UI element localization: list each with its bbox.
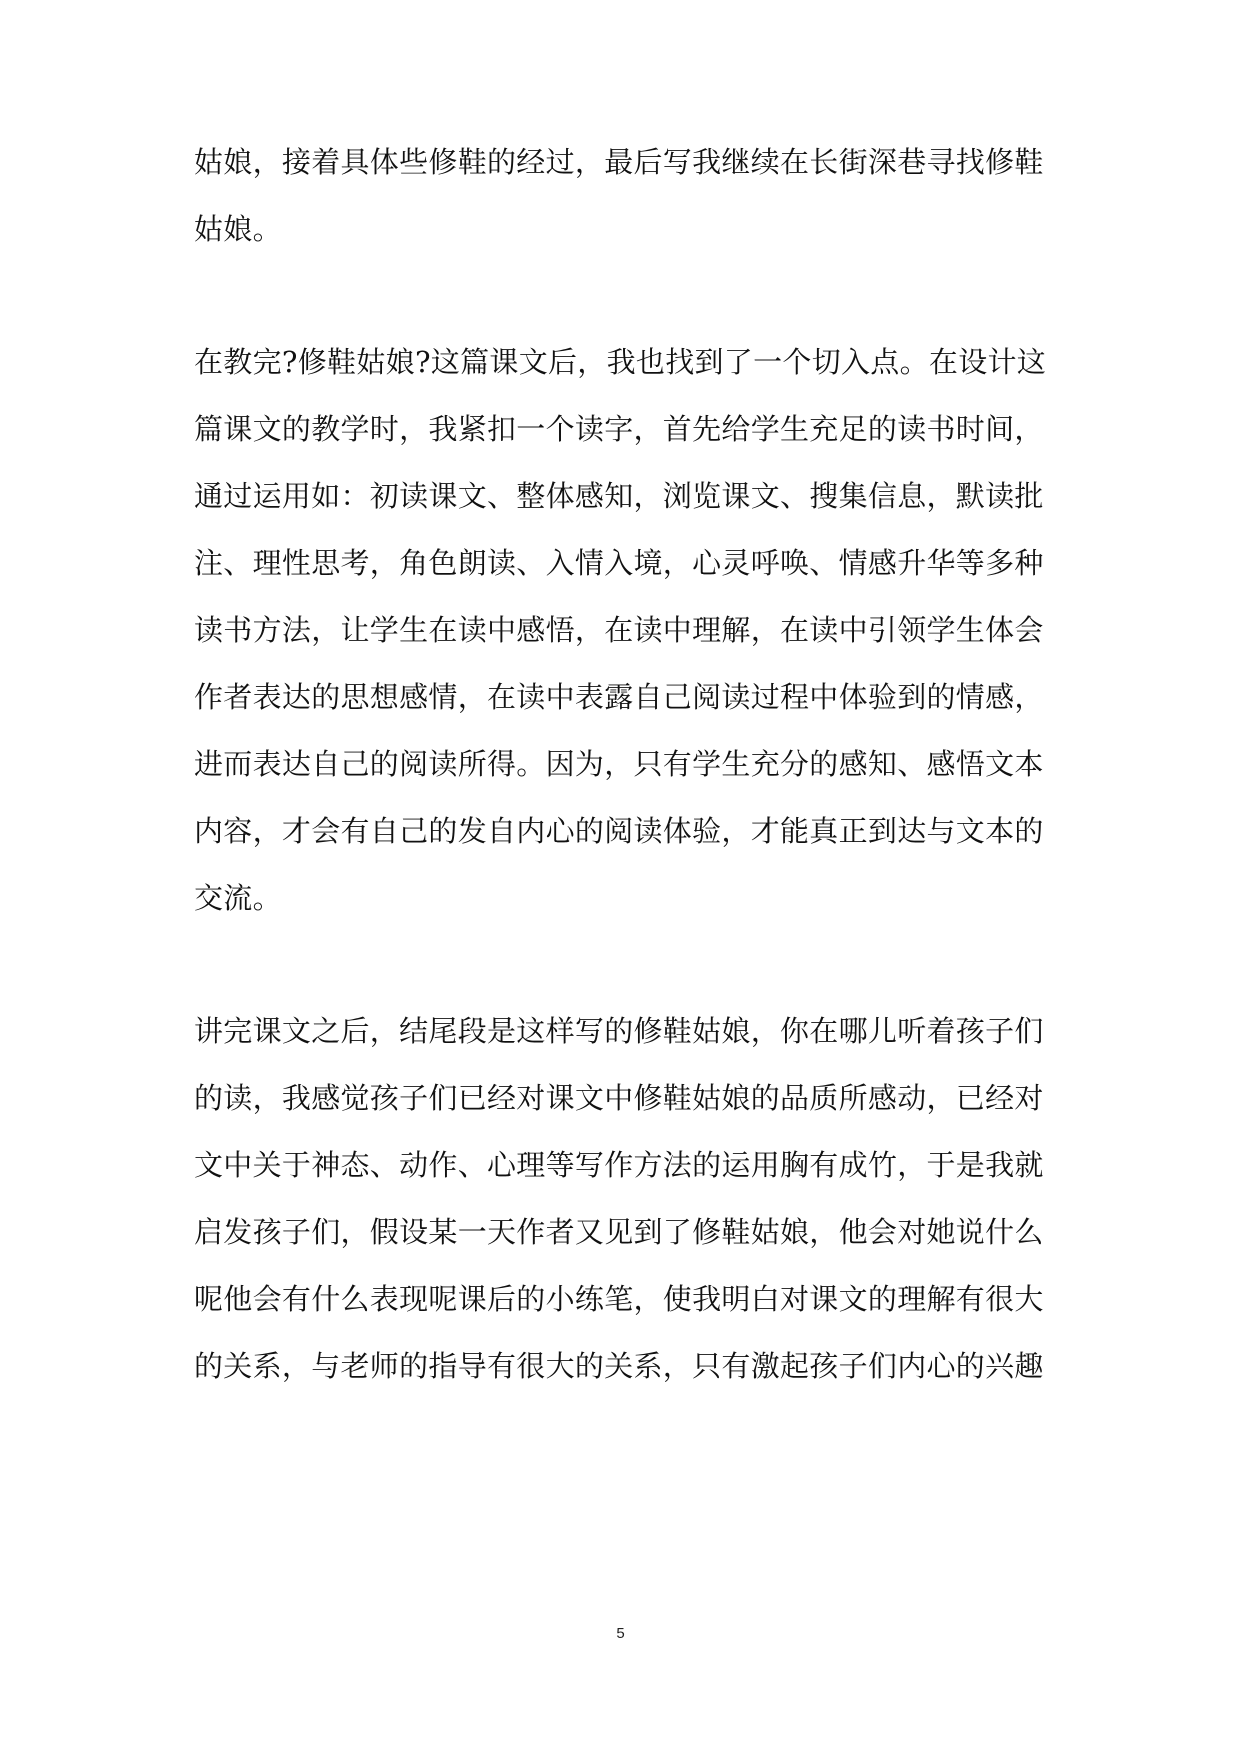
page-number: 5 — [616, 1625, 625, 1642]
paragraph-3-line-1: 讲完课文之后，结尾段是这样写的修鞋姑娘，你在哪儿听着孩子们 — [194, 1014, 1044, 1048]
paragraph-2-line-1: 在教完?修鞋姑娘?这篇课文后，我也找到了一个切入点。在设计这 — [194, 345, 1047, 379]
paragraph-2-line-5: 读书方法，让学生在读中感悟，在读中理解，在读中引领学生体会 — [194, 613, 1044, 647]
paragraph-2-line-6: 作者表达的思想感情，在读中表露自己阅读过程中体验到的情感， — [194, 680, 1044, 714]
paragraph-3-line-6: 的关系，与老师的指导有很大的关系，只有激起孩子们内心的兴趣 — [194, 1349, 1044, 1383]
paragraph-2-line-2: 篇课文的教学时，我紧扣一个读字，首先给学生充足的读书时间， — [194, 412, 1044, 446]
paragraph-2-line-7: 进而表达自己的阅读所得。因为，只有学生充分的感知、感悟文本 — [194, 747, 1044, 781]
paragraph-1-line-1: 姑娘，接着具体些修鞋的经过，最后写我继续在长街深巷寻找修鞋 — [194, 145, 1044, 179]
paragraph-3-line-5: 呢他会有什么表现呢课后的小练笔，使我明白对课文的理解有很大 — [194, 1282, 1044, 1316]
paragraph-2-line-8: 内容，才会有自己的发自内心的阅读体验，才能真正到达与文本的 — [194, 814, 1044, 848]
paragraph-3-line-4: 启发孩子们，假设某一天作者又见到了修鞋姑娘，他会对她说什么 — [194, 1215, 1044, 1249]
paragraph-3-line-3: 文中关于神态、动作、心理等写作方法的运用胸有成竹，于是我就 — [194, 1148, 1044, 1182]
paragraph-1-line-2: 姑娘。 — [194, 212, 282, 246]
paragraph-2-line-4: 注、理性思考，角色朗读、入情入境，心灵呼唤、情感升华等多种 — [194, 546, 1044, 580]
paragraph-2-line-3: 通过运用如：初读课文、整体感知，浏览课文、搜集信息，默读批 — [194, 479, 1044, 513]
paragraph-3-line-2: 的读，我感觉孩子们已经对课文中修鞋姑娘的品质所感动，已经对 — [194, 1081, 1044, 1115]
paragraph-2-line-9: 交流。 — [194, 881, 282, 915]
